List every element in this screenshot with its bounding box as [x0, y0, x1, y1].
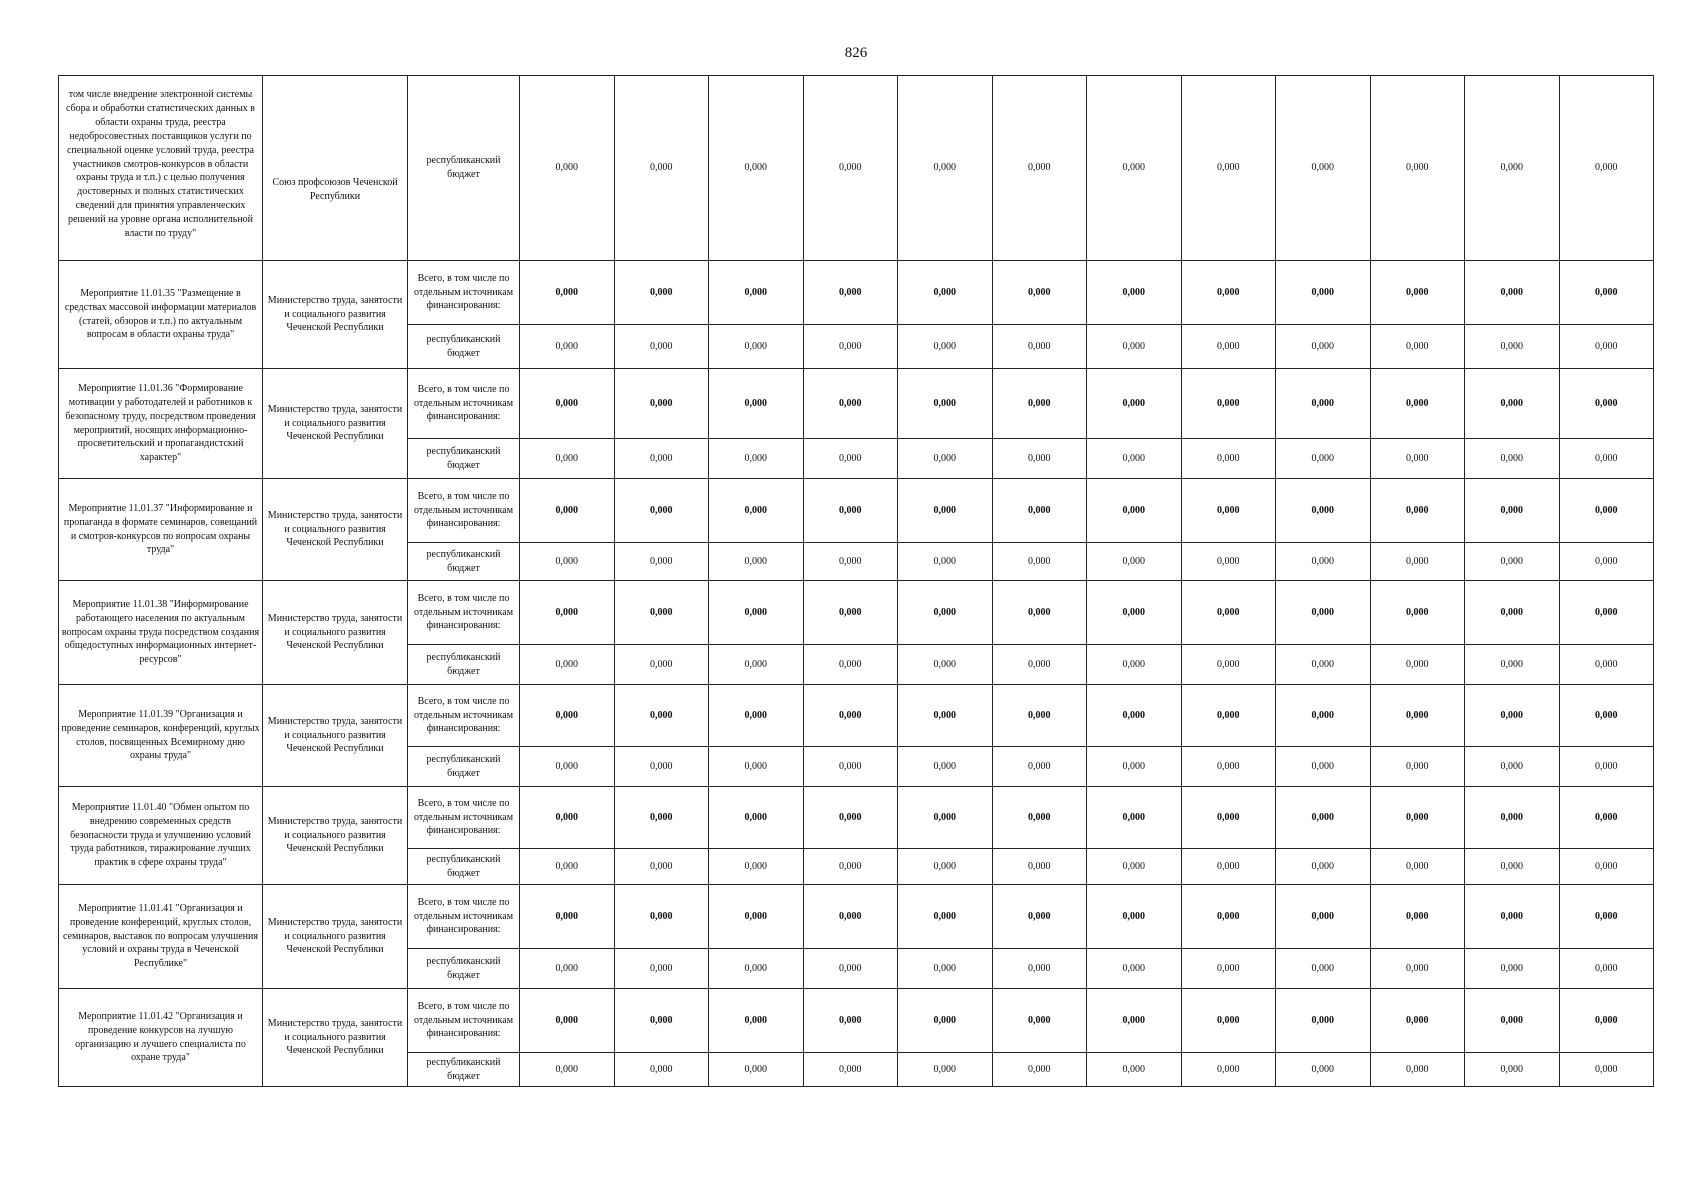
total-value-cell: 0,000 [520, 989, 615, 1053]
funding-source-cell: республиканский бюджет [408, 325, 520, 369]
funding-total-label: Всего, в том числе по отдельным источникам финансирования: [408, 369, 520, 439]
value-cell: 0,000 [614, 1053, 709, 1087]
value-cell: 0,000 [992, 849, 1087, 885]
value-cell: 0,000 [1181, 949, 1276, 989]
value-cell: 0,000 [992, 543, 1087, 581]
total-value-cell: 0,000 [1465, 685, 1560, 747]
value-cell: 0,000 [898, 645, 993, 685]
value-cell: 0,000 [1370, 76, 1465, 261]
total-value-cell: 0,000 [1370, 261, 1465, 325]
value-cell: 0,000 [803, 325, 898, 369]
total-value-cell: 0,000 [1559, 685, 1654, 747]
total-value-cell: 0,000 [803, 479, 898, 543]
total-value-cell: 0,000 [614, 261, 709, 325]
value-cell: 0,000 [709, 949, 804, 989]
total-value-cell: 0,000 [1465, 369, 1560, 439]
total-value-cell: 0,000 [1465, 581, 1560, 645]
total-value-cell: 0,000 [1465, 885, 1560, 949]
value-cell: 0,000 [803, 645, 898, 685]
event-description: Мероприятие 11.01.39 "Организация и проведение семинаров, конференций, круглых столов, посвященных Всемирному дню охраны труда" [59, 685, 263, 787]
value-cell: 0,000 [803, 439, 898, 479]
event-description: Мероприятие 11.01.36 "Формирование мотивации у работодателей и работников к безопасному труду, посредством проведения мероприятий, носящих информационно-просветительский и пропагандистский характер" [59, 369, 263, 479]
total-value-cell: 0,000 [803, 989, 898, 1053]
event-description: Мероприятие 11.01.40 "Обмен опытом по внедрению современных средств безопасности труда и улучшению условий труда работников, тиражирование лучших практик в сфере охраны труда" [59, 787, 263, 885]
value-cell: 0,000 [520, 325, 615, 369]
total-value-cell: 0,000 [709, 685, 804, 747]
value-cell: 0,000 [709, 645, 804, 685]
value-cell: 0,000 [1465, 543, 1560, 581]
total-value-cell: 0,000 [1370, 885, 1465, 949]
value-cell: 0,000 [1465, 949, 1560, 989]
funding-total-label: Всего, в том числе по отдельным источникам финансирования: [408, 787, 520, 849]
total-value-cell: 0,000 [803, 685, 898, 747]
total-value-cell: 0,000 [898, 261, 993, 325]
total-value-cell: 0,000 [1087, 685, 1182, 747]
value-cell: 0,000 [1559, 849, 1654, 885]
total-value-cell: 0,000 [520, 885, 615, 949]
table-body [59, 76, 1654, 1087]
event-description: Мероприятие 11.01.35 "Размещение в средствах массовой информации материалов (статей, обзоров и т.п.) по актуальным вопросам в области охраны труда" [59, 261, 263, 369]
total-value-cell: 0,000 [898, 787, 993, 849]
value-cell: 0,000 [1181, 439, 1276, 479]
value-cell: 0,000 [614, 76, 709, 261]
value-cell: 0,000 [898, 76, 993, 261]
total-value-cell: 0,000 [1181, 479, 1276, 543]
total-value-cell: 0,000 [520, 787, 615, 849]
total-value-cell: 0,000 [1559, 261, 1654, 325]
value-cell: 0,000 [1087, 543, 1182, 581]
value-cell: 0,000 [709, 849, 804, 885]
total-value-cell: 0,000 [992, 787, 1087, 849]
value-cell: 0,000 [803, 76, 898, 261]
total-value-cell: 0,000 [520, 685, 615, 747]
total-value-cell: 0,000 [1181, 787, 1276, 849]
executor-cell: Министерство труда, занятости и социального развития Чеченской Республики [263, 885, 408, 989]
funding-total-label: Всего, в том числе по отдельным источникам финансирования: [408, 479, 520, 543]
total-value-cell: 0,000 [1087, 261, 1182, 325]
value-cell: 0,000 [1087, 849, 1182, 885]
value-cell: 0,000 [520, 76, 615, 261]
value-cell: 0,000 [709, 76, 804, 261]
total-value-cell: 0,000 [898, 581, 993, 645]
total-value-cell: 0,000 [1370, 787, 1465, 849]
total-value-cell: 0,000 [614, 989, 709, 1053]
event-total-row [59, 685, 1654, 747]
value-cell: 0,000 [1370, 849, 1465, 885]
value-cell: 0,000 [614, 543, 709, 581]
total-value-cell: 0,000 [614, 479, 709, 543]
value-cell: 0,000 [520, 949, 615, 989]
total-value-cell: 0,000 [1087, 787, 1182, 849]
total-value-cell: 0,000 [1465, 787, 1560, 849]
event-description: Мероприятие 11.01.38 "Информирование работающего населения по актуальным вопросам охраны труда посредством создания общедоступных информационных интернет-ресурсов" [59, 581, 263, 685]
value-cell: 0,000 [1559, 1053, 1654, 1087]
value-cell: 0,000 [520, 439, 615, 479]
value-cell: 0,000 [803, 747, 898, 787]
value-cell: 0,000 [1276, 1053, 1371, 1087]
value-cell: 0,000 [1276, 543, 1371, 581]
executor-cell: Министерство труда, занятости и социального развития Чеченской Республики [263, 261, 408, 369]
continuation-row [59, 76, 1654, 261]
value-cell: 0,000 [898, 1053, 993, 1087]
value-cell: 0,000 [803, 543, 898, 581]
total-value-cell: 0,000 [898, 885, 993, 949]
value-cell: 0,000 [1181, 747, 1276, 787]
total-value-cell: 0,000 [1087, 479, 1182, 543]
value-cell: 0,000 [1181, 76, 1276, 261]
value-cell: 0,000 [1181, 543, 1276, 581]
value-cell: 0,000 [614, 849, 709, 885]
value-cell: 0,000 [1276, 747, 1371, 787]
funding-source-cell: республиканский бюджет [408, 76, 520, 261]
total-value-cell: 0,000 [709, 369, 804, 439]
total-value-cell: 0,000 [1559, 885, 1654, 949]
value-cell: 0,000 [992, 325, 1087, 369]
funding-total-label: Всего, в том числе по отдельным источникам финансирования: [408, 885, 520, 949]
value-cell: 0,000 [1370, 1053, 1465, 1087]
value-cell: 0,000 [614, 439, 709, 479]
value-cell: 0,000 [1087, 439, 1182, 479]
value-cell: 0,000 [992, 76, 1087, 261]
funding-source-cell: республиканский бюджет [408, 543, 520, 581]
value-cell: 0,000 [992, 747, 1087, 787]
value-cell: 0,000 [1370, 439, 1465, 479]
total-value-cell: 0,000 [1181, 581, 1276, 645]
total-value-cell: 0,000 [898, 479, 993, 543]
value-cell: 0,000 [1559, 747, 1654, 787]
value-cell: 0,000 [1559, 76, 1654, 261]
value-cell: 0,000 [992, 1053, 1087, 1087]
total-value-cell: 0,000 [614, 581, 709, 645]
total-value-cell: 0,000 [614, 369, 709, 439]
total-value-cell: 0,000 [1370, 989, 1465, 1053]
value-cell: 0,000 [803, 849, 898, 885]
value-cell: 0,000 [614, 325, 709, 369]
value-cell: 0,000 [709, 1053, 804, 1087]
executor-cell: Министерство труда, занятости и социального развития Чеченской Республики [263, 369, 408, 479]
value-cell: 0,000 [1465, 849, 1560, 885]
total-value-cell: 0,000 [1559, 581, 1654, 645]
total-value-cell: 0,000 [1276, 787, 1371, 849]
funding-source-cell: республиканский бюджет [408, 949, 520, 989]
total-value-cell: 0,000 [614, 885, 709, 949]
value-cell: 0,000 [709, 747, 804, 787]
value-cell: 0,000 [1465, 439, 1560, 479]
executor-cell: Министерство труда, занятости и социального развития Чеченской Республики [263, 479, 408, 581]
value-cell: 0,000 [614, 949, 709, 989]
total-value-cell: 0,000 [1181, 685, 1276, 747]
value-cell: 0,000 [1276, 949, 1371, 989]
funding-total-label: Всего, в том числе по отдельным источникам финансирования: [408, 581, 520, 645]
total-value-cell: 0,000 [1370, 581, 1465, 645]
value-cell: 0,000 [1181, 849, 1276, 885]
value-cell: 0,000 [803, 949, 898, 989]
total-value-cell: 0,000 [709, 581, 804, 645]
value-cell: 0,000 [1276, 849, 1371, 885]
total-value-cell: 0,000 [898, 685, 993, 747]
total-value-cell: 0,000 [992, 479, 1087, 543]
event-total-row [59, 369, 1654, 439]
value-cell: 0,000 [709, 543, 804, 581]
total-value-cell: 0,000 [898, 369, 993, 439]
total-value-cell: 0,000 [1370, 369, 1465, 439]
value-cell: 0,000 [1559, 645, 1654, 685]
value-cell: 0,000 [1465, 645, 1560, 685]
value-cell: 0,000 [1087, 1053, 1182, 1087]
funding-source-cell: республиканский бюджет [408, 439, 520, 479]
total-value-cell: 0,000 [1087, 885, 1182, 949]
executor-cell: Министерство труда, занятости и социального развития Чеченской Республики [263, 685, 408, 787]
value-cell: 0,000 [898, 543, 993, 581]
total-value-cell: 0,000 [1087, 989, 1182, 1053]
value-cell: 0,000 [1087, 949, 1182, 989]
event-description [59, 76, 263, 261]
value-cell: 0,000 [709, 439, 804, 479]
value-cell: 0,000 [1181, 1053, 1276, 1087]
value-cell: 0,000 [1559, 543, 1654, 581]
total-value-cell: 0,000 [992, 581, 1087, 645]
value-cell: 0,000 [614, 747, 709, 787]
total-value-cell: 0,000 [992, 369, 1087, 439]
total-value-cell: 0,000 [803, 261, 898, 325]
total-value-cell: 0,000 [1276, 261, 1371, 325]
executor-cell: Союз профсоюзов Чеченской Республики [263, 76, 408, 261]
value-cell: 0,000 [1276, 325, 1371, 369]
value-cell: 0,000 [1087, 747, 1182, 787]
total-value-cell: 0,000 [614, 787, 709, 849]
executor-cell: Министерство труда, занятости и социального развития Чеченской Республики [263, 989, 408, 1087]
total-value-cell: 0,000 [1181, 885, 1276, 949]
total-value-cell: 0,000 [803, 581, 898, 645]
total-value-cell: 0,000 [709, 261, 804, 325]
event-total-row [59, 261, 1654, 325]
value-cell: 0,000 [520, 747, 615, 787]
total-value-cell: 0,000 [1465, 989, 1560, 1053]
value-cell: 0,000 [898, 439, 993, 479]
funding-total-label: Всего, в том числе по отдельным источникам финансирования: [408, 261, 520, 325]
total-value-cell: 0,000 [1559, 989, 1654, 1053]
value-cell: 0,000 [1465, 747, 1560, 787]
total-value-cell: 0,000 [1559, 787, 1654, 849]
value-cell: 0,000 [898, 949, 993, 989]
value-cell: 0,000 [614, 645, 709, 685]
value-cell: 0,000 [1087, 76, 1182, 261]
value-cell: 0,000 [709, 325, 804, 369]
value-cell: 0,000 [1370, 325, 1465, 369]
total-value-cell: 0,000 [1370, 685, 1465, 747]
event-total-row [59, 885, 1654, 949]
value-cell: 0,000 [520, 543, 615, 581]
value-cell: 0,000 [1087, 325, 1182, 369]
value-cell: 0,000 [1276, 645, 1371, 685]
value-cell: 0,000 [1370, 543, 1465, 581]
event-total-row [59, 989, 1654, 1053]
total-value-cell: 0,000 [1276, 989, 1371, 1053]
event-description: Мероприятие 11.01.37 "Информирование и пропаганда в формате семинаров, совещаний и смотров-конкурсов по вопросам охраны труда" [59, 479, 263, 581]
total-value-cell: 0,000 [898, 989, 993, 1053]
value-cell: 0,000 [1465, 76, 1560, 261]
total-value-cell: 0,000 [614, 685, 709, 747]
event-total-row [59, 581, 1654, 645]
value-cell: 0,000 [1559, 439, 1654, 479]
funding-source-cell: республиканский бюджет [408, 747, 520, 787]
total-value-cell: 0,000 [520, 479, 615, 543]
total-value-cell: 0,000 [709, 787, 804, 849]
total-value-cell: 0,000 [1181, 261, 1276, 325]
total-value-cell: 0,000 [1559, 369, 1654, 439]
event-description-text: том числе внедрение электронной системы сбора и обработки статистических данных в области охраны труда, реестра недобросовестных поставщиков услуги по специальной оценке условий труда, реестра участников смотров-конкурсов в области охраны труда и т.п.) с целью получения достоверных и полных статистических сведений для принятия управленческих решений на уровне органа исполнительной власти по труду" [65, 89, 256, 240]
total-value-cell: 0,000 [992, 261, 1087, 325]
value-cell: 0,000 [1559, 949, 1654, 989]
event-description: Мероприятие 11.01.41 "Организация и проведение конференций, круглых столов, семинаров, выставок по вопросам улучшения условий и охраны труда в Чеченской Республике" [59, 885, 263, 989]
value-cell: 0,000 [1370, 645, 1465, 685]
total-value-cell: 0,000 [1276, 369, 1371, 439]
total-value-cell: 0,000 [1465, 261, 1560, 325]
value-cell: 0,000 [520, 1053, 615, 1087]
event-total-row [59, 787, 1654, 849]
total-value-cell: 0,000 [1276, 581, 1371, 645]
value-cell: 0,000 [898, 747, 993, 787]
funding-source-cell: республиканский бюджет [408, 1053, 520, 1087]
value-cell: 0,000 [520, 645, 615, 685]
total-value-cell: 0,000 [1087, 369, 1182, 439]
page-number: 826 [844, 45, 868, 61]
funding-source-cell: республиканский бюджет [408, 849, 520, 885]
value-cell: 0,000 [1276, 76, 1371, 261]
value-cell: 0,000 [1465, 325, 1560, 369]
value-cell: 0,000 [1370, 747, 1465, 787]
funding-total-label: Всего, в том числе по отдельным источникам финансирования: [408, 685, 520, 747]
total-value-cell: 0,000 [803, 369, 898, 439]
total-value-cell: 0,000 [1276, 479, 1371, 543]
budget-table [58, 75, 1654, 1087]
total-value-cell: 0,000 [1087, 581, 1182, 645]
total-value-cell: 0,000 [992, 989, 1087, 1053]
total-value-cell: 0,000 [992, 885, 1087, 949]
total-value-cell: 0,000 [1181, 369, 1276, 439]
event-total-row [59, 479, 1654, 543]
total-value-cell: 0,000 [1276, 885, 1371, 949]
total-value-cell: 0,000 [803, 787, 898, 849]
value-cell: 0,000 [1087, 645, 1182, 685]
total-value-cell: 0,000 [520, 581, 615, 645]
value-cell: 0,000 [898, 325, 993, 369]
total-value-cell: 0,000 [520, 369, 615, 439]
total-value-cell: 0,000 [1559, 479, 1654, 543]
total-value-cell: 0,000 [520, 261, 615, 325]
value-cell: 0,000 [992, 949, 1087, 989]
value-cell: 0,000 [520, 849, 615, 885]
event-description: Мероприятие 11.01.42 "Организация и проведение конкурсов на лучшую организацию и лучшего специалиста по охране труда" [59, 989, 263, 1087]
value-cell: 0,000 [1276, 439, 1371, 479]
executor-cell: Министерство труда, занятости и социального развития Чеченской Республики [263, 581, 408, 685]
value-cell: 0,000 [1465, 1053, 1560, 1087]
total-value-cell: 0,000 [709, 989, 804, 1053]
total-value-cell: 0,000 [709, 479, 804, 543]
total-value-cell: 0,000 [803, 885, 898, 949]
value-cell: 0,000 [992, 439, 1087, 479]
value-cell: 0,000 [1370, 949, 1465, 989]
value-cell: 0,000 [992, 645, 1087, 685]
executor-cell: Министерство труда, занятости и социального развития Чеченской Республики [263, 787, 408, 885]
value-cell: 0,000 [1181, 325, 1276, 369]
funding-total-label: Всего, в том числе по отдельным источникам финансирования: [408, 989, 520, 1053]
total-value-cell: 0,000 [1276, 685, 1371, 747]
value-cell: 0,000 [803, 1053, 898, 1087]
total-value-cell: 0,000 [992, 685, 1087, 747]
total-value-cell: 0,000 [1181, 989, 1276, 1053]
value-cell: 0,000 [1181, 645, 1276, 685]
total-value-cell: 0,000 [1370, 479, 1465, 543]
total-value-cell: 0,000 [709, 885, 804, 949]
value-cell: 0,000 [898, 849, 993, 885]
value-cell: 0,000 [1559, 325, 1654, 369]
funding-source-cell: республиканский бюджет [408, 645, 520, 685]
total-value-cell: 0,000 [1465, 479, 1560, 543]
